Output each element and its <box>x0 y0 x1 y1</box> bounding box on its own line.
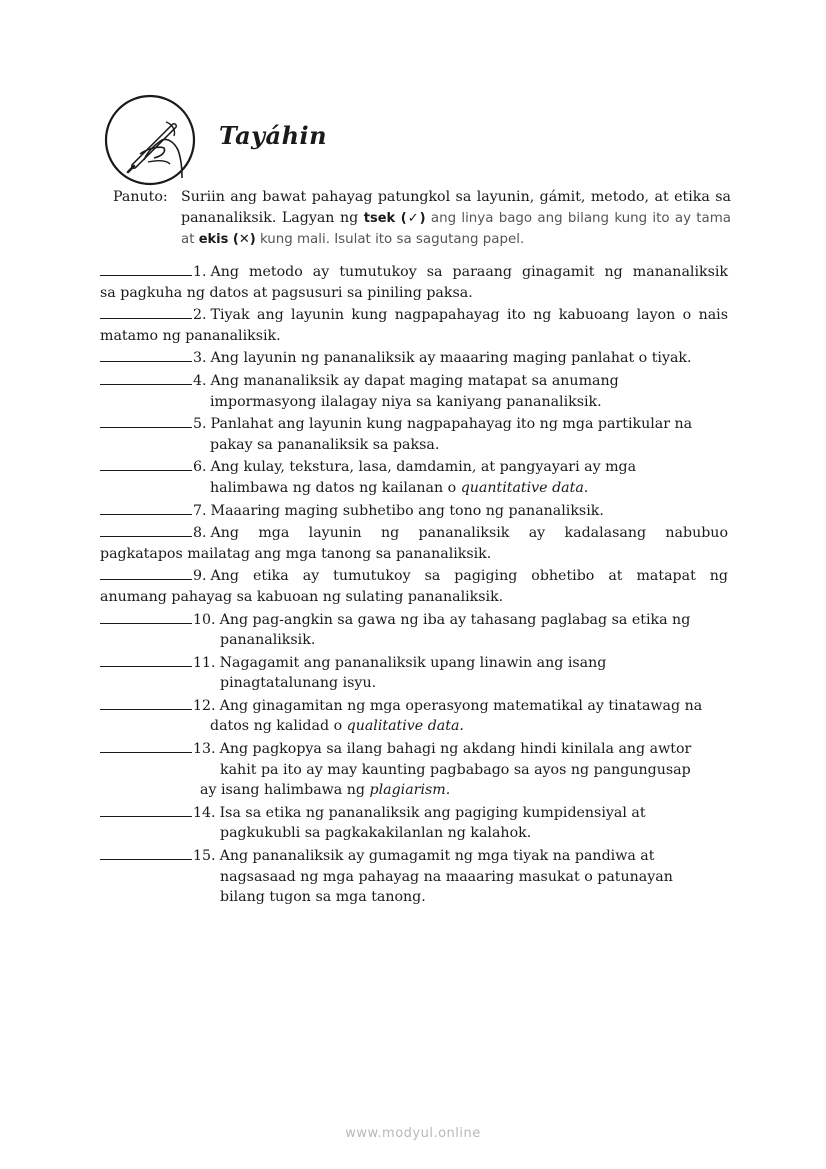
question-number: 1. <box>193 264 207 280</box>
question-text: pananaliksik. <box>220 632 316 649</box>
question-text: Ang metodo ay tumutukoy sa paraang ginagamit ng mananaliksik <box>210 264 728 280</box>
answer-blank[interactable] <box>100 737 192 753</box>
question-number: 7. <box>193 502 207 519</box>
question-line <box>100 260 728 283</box>
instructions-part-2: ang linya bago ang bilang kung ito ay tama at <box>181 211 732 247</box>
question-line <box>100 369 728 392</box>
question-line <box>100 499 728 522</box>
question-text: halimbawa ng datos ng kailanan o <box>210 479 461 496</box>
question-line <box>100 564 728 587</box>
instructions-part-3: kung mali. Isulat ito sa sagutang papel. <box>255 232 525 247</box>
question-text: Panlahat ang layunin kung nagpapahayag ito ng mga partikular na <box>210 416 693 433</box>
question-line <box>100 587 728 608</box>
answer-blank[interactable] <box>100 694 192 710</box>
question-line <box>100 455 728 478</box>
question-line <box>100 716 728 737</box>
question-item <box>100 455 728 498</box>
question-item <box>100 412 728 455</box>
question-text: Ang etika ay tumutukoy sa pagiging obhetibo at matapat ng <box>210 568 728 585</box>
question-text: Ang ginagamitan ng mga operasyong matematikal ay tinatawag na <box>219 697 703 714</box>
answer-blank[interactable] <box>100 260 192 276</box>
question-line <box>100 844 728 867</box>
question-number: 3. <box>193 350 207 367</box>
question-line <box>100 544 728 565</box>
question-item <box>100 521 728 564</box>
question-item <box>100 651 728 694</box>
italic-term: quantitative data. <box>460 479 589 496</box>
instructions-text <box>181 187 731 250</box>
question-line <box>100 346 728 369</box>
question-text: sa pagkuha ng datos at pagsusuri sa piniling paksa. <box>100 284 473 301</box>
question-line <box>100 326 728 347</box>
question-item <box>100 844 728 908</box>
answer-blank[interactable] <box>100 499 192 515</box>
question-text: datos ng kalidad o <box>210 718 347 735</box>
question-number: 15. <box>193 848 216 865</box>
answer-blank[interactable] <box>100 564 192 580</box>
question-number: 10. <box>193 611 216 628</box>
question-text: Tiyak ang layunin kung nagpapahayag ito ng kabuoang layon o nais <box>210 307 728 324</box>
answer-blank[interactable] <box>100 844 192 860</box>
ekis-label: ekis (✕) <box>198 232 256 247</box>
answer-blank[interactable] <box>100 521 192 537</box>
italic-term: plagiarism. <box>369 782 451 799</box>
question-line <box>100 694 728 717</box>
question-line <box>100 737 728 760</box>
question-item <box>100 608 728 651</box>
question-line <box>100 303 728 326</box>
question-line <box>100 760 728 781</box>
question-item <box>100 346 728 369</box>
question-number: 11. <box>193 654 216 671</box>
question-item <box>100 801 728 844</box>
question-line <box>100 435 728 456</box>
question-number: 13. <box>193 741 216 758</box>
question-text: impormasyong ilalagay niya sa kaniyang pananaliksik. <box>210 393 602 410</box>
question-number: 12. <box>193 697 216 714</box>
question-text: bilang tugon sa mga tanong. <box>220 889 426 906</box>
question-text: matamo ng pananaliksik. <box>100 327 281 344</box>
question-item <box>100 694 728 737</box>
question-item <box>100 260 728 303</box>
question-text: Ang layunin ng pananaliksik ay maaaring maging panlahat o tiyak. <box>210 350 692 367</box>
question-number: 4. <box>193 372 207 389</box>
watermark: www.modyul.online <box>345 1126 481 1141</box>
question-number: 8. <box>193 525 207 542</box>
question-text: Ang kulay, tekstura, lasa, damdamin, at pangyayari ay mga <box>210 459 637 476</box>
answer-blank[interactable] <box>100 369 192 385</box>
italic-term: qualitative data. <box>346 718 464 735</box>
question-line <box>100 608 728 631</box>
question-number: 5. <box>193 416 207 433</box>
question-text: Ang pananaliksik ay gumagamit ng mga tiyak na pandiwa at <box>219 848 655 865</box>
answer-blank[interactable] <box>100 346 192 362</box>
question-item <box>100 737 728 801</box>
answer-blank[interactable] <box>100 455 192 471</box>
instructions-label: Panuto: <box>113 189 168 205</box>
question-line <box>100 392 728 413</box>
question-number: 9. <box>193 568 207 585</box>
question-item <box>100 369 728 412</box>
question-text: pagkukubli sa pagkakakilanlan ng kalahok. <box>220 825 532 842</box>
question-list <box>100 260 728 908</box>
question-line <box>100 867 728 888</box>
question-text: ay isang halimbawa ng <box>200 782 370 799</box>
question-text: Ang pag-angkin sa gawa ng iba ay tahasang paglabag sa etika ng <box>219 611 691 628</box>
question-line <box>100 651 728 674</box>
question-item <box>100 499 728 522</box>
question-text: pinagtatalunang isyu. <box>220 675 377 692</box>
question-line <box>100 630 728 651</box>
question-line <box>100 478 728 499</box>
question-text: pakay sa pananaliksik sa paksa. <box>210 436 440 453</box>
page-title: Tayáhin <box>219 121 328 150</box>
question-line <box>100 283 728 304</box>
question-text: Nagagamit ang pananaliksik upang linawin ang isang <box>219 654 607 671</box>
question-line <box>100 673 728 694</box>
question-line <box>100 887 728 908</box>
answer-blank[interactable] <box>100 412 192 428</box>
question-text: Maaaring maging subhetibo ang tono ng pananaliksik. <box>210 502 604 519</box>
question-text: pagkatapos mailatag ang mga tanong sa pananaliksik. <box>100 545 492 562</box>
question-item <box>100 564 728 607</box>
answer-blank[interactable] <box>100 608 192 624</box>
question-text: Ang pagkopya sa ilang bahagi ng akdang hindi kinilala ang awtor <box>219 741 692 758</box>
answer-blank[interactable] <box>100 801 192 817</box>
question-number: 6. <box>193 459 207 476</box>
question-number: 14. <box>193 804 216 821</box>
question-item <box>100 303 728 346</box>
question-line <box>100 780 728 801</box>
answer-blank[interactable] <box>100 651 192 667</box>
answer-blank[interactable] <box>100 303 192 319</box>
question-text: nagsasaad ng mga pahayag na maaaring masukat o patunayan <box>220 868 673 885</box>
question-line <box>100 801 728 824</box>
question-line <box>100 412 728 435</box>
instructions-part-1: Suriin ang bawat pahayag patungkol sa layunin, gámit, metodo, at etika sa pananaliksik. Lagyan ng <box>181 189 731 226</box>
question-text: Ang mga layunin ng pananaliksik ay kadalasang nabubuo <box>210 525 728 542</box>
question-text: Isa sa etika ng pananaliksik ang pagiging kumpidensiyal at <box>219 804 646 821</box>
hand-writing-pencil-icon <box>104 94 196 186</box>
question-text: anumang pahayag sa kabuoan ng sulating pananaliksik. <box>100 588 504 605</box>
question-text: Ang mananaliksik ay dapat maging matapat sa anumang <box>210 372 619 389</box>
question-line <box>100 823 728 844</box>
question-number: 2. <box>193 307 207 324</box>
tsek-label: tsek (✓) <box>363 211 426 226</box>
question-line <box>100 521 728 544</box>
question-text: kahit pa ito ay may kaunting pagbabago sa ayos ng pangungusap <box>220 761 691 778</box>
